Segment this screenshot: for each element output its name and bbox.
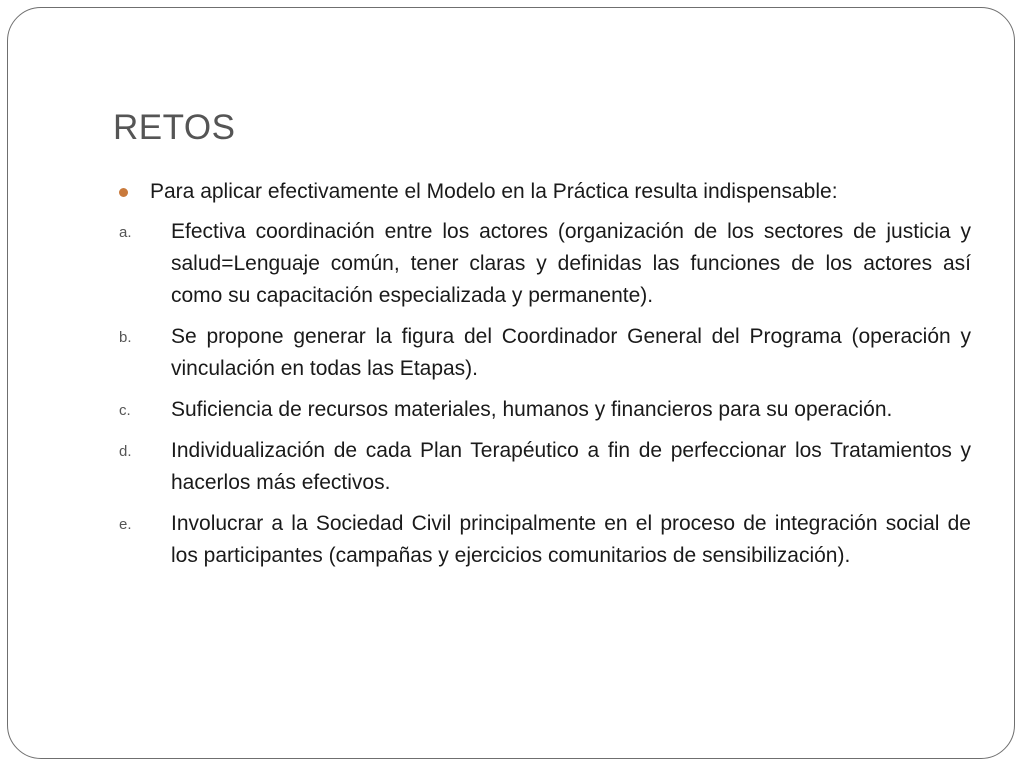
- list-marker: b.: [119, 329, 132, 346]
- list-item-a: [113, 216, 971, 312]
- list-marker: d.: [119, 443, 132, 460]
- list-marker: c.: [119, 402, 131, 419]
- list-marker: a.: [119, 224, 132, 241]
- list-item-text: Involucrar a la Sociedad Civil principalmente en el proceso de integración social de los participantes (campañas y ejercicios comunitarios de sensibilización).: [171, 512, 971, 567]
- orange-dot-bullet-icon: [119, 188, 128, 197]
- list-item-c: [113, 394, 971, 426]
- list-item-text: Efectiva coordinación entre los actores (organización de los sectores de justicia y salud=Lenguaje común, tener claras y definidas las funciones de los actores así como su capacitación especializada y permanente).: [171, 220, 971, 307]
- slide-content: [113, 176, 971, 581]
- slide-title: RETOS: [113, 108, 236, 147]
- list-item-text: Individualización de cada Plan Terapéutico a fin de perfeccionar los Tratamientos y hacerlos más efectivos.: [171, 439, 971, 494]
- list-marker: e.: [119, 516, 132, 533]
- list-item-d: [113, 435, 971, 499]
- list-item-e: [113, 508, 971, 572]
- intro-bullet: [113, 176, 971, 208]
- slide-frame: [7, 7, 1015, 759]
- intro-text: Para aplicar efectivamente el Modelo en la Práctica resulta indispensable:: [150, 180, 838, 203]
- list-item-text: Se propone generar la figura del Coordinador General del Programa (operación y vinculación en todas las Etapas).: [171, 325, 971, 380]
- list-item-b: [113, 321, 971, 385]
- list-item-text: Suficiencia de recursos materiales, humanos y financieros para su operación.: [171, 398, 893, 421]
